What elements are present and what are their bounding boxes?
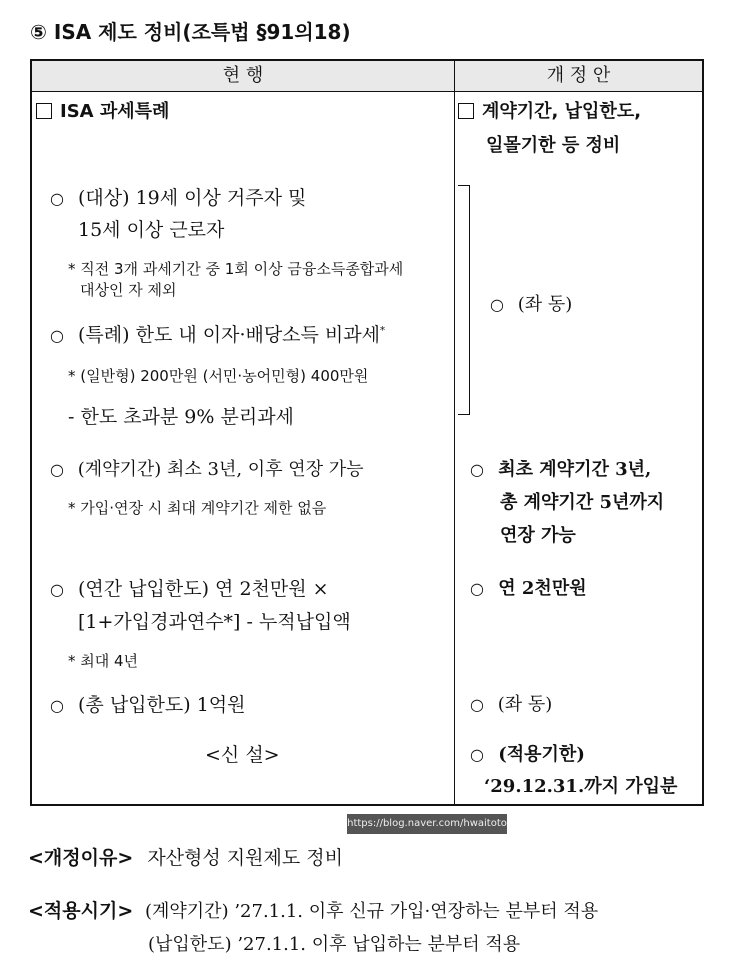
special-text: (특례) 한도 내 이자·배당소득 비과세 (78, 324, 380, 346)
reason-row (28, 843, 343, 870)
right-section-title: 계약기간, 납입한도, (458, 97, 641, 123)
target-item (50, 183, 306, 210)
contract-text: (계약기간) 최소 3년, 이후 연장 가능 (77, 459, 364, 480)
timing-text-1: (계약기간) ’27.1.1. 이후 신규 가입·연장하는 분부터 적용 (145, 901, 599, 922)
table-header (32, 61, 702, 92)
right-contract-item (470, 455, 651, 481)
bullet-circle-icon: ○ (470, 460, 484, 479)
right-contract-text: 최초 계약기간 3년, (498, 459, 652, 480)
bullet-circle-icon: ○ (490, 295, 504, 314)
column-divider (454, 61, 455, 804)
checkbox-square-icon (458, 103, 474, 119)
timing-row (28, 896, 598, 923)
contract-item (50, 455, 364, 481)
page-title: ⑤ ISA 제도 정비(조특법 §91의18) (30, 20, 351, 44)
watermark-url: https://blog.naver.com/hwaitoto (347, 814, 507, 834)
special-item (50, 320, 385, 347)
total-text: (총 납입한도) 1억원 (78, 694, 246, 716)
header-current: 현 행 (32, 61, 454, 91)
annual-text: (연간 납입한도) 연 2천만원 × (78, 578, 329, 600)
annual-item (50, 574, 329, 601)
right-annual-text: 연 2천만원 (498, 578, 587, 599)
bullet-circle-icon: ○ (470, 579, 484, 598)
right-apply-text: (적용기한) (498, 744, 585, 765)
right-apply-text-2: ‘29.12.31.까지 가입분 (484, 776, 678, 797)
annual-note: * 최대 4년 (68, 652, 139, 670)
bullet-circle-icon: ○ (50, 580, 64, 599)
new-text: <신 설> (205, 744, 280, 766)
right-contract-text-2: 총 계약기간 5년까지 (500, 492, 665, 513)
bracket-line (458, 185, 470, 415)
right-contract-text-3: 연장 가능 (500, 525, 576, 546)
reason-label: <개정이유> (28, 847, 134, 869)
contract-note: * 가입·연장 시 최대 계약기간 제한 없음 (68, 499, 327, 517)
timing-text-2: (납입한도) ’27.1.1. 이후 납입하는 분부터 적용 (148, 934, 521, 955)
bullet-circle-icon: ○ (470, 695, 484, 714)
total-item (50, 690, 246, 717)
same-text-1: (좌 동) (517, 294, 573, 315)
bullet-circle-icon: ○ (470, 745, 484, 764)
bullet-circle-icon: ○ (50, 696, 64, 715)
target-text-2: 15세 이상 근로자 (78, 219, 225, 241)
checkbox-square-icon (36, 103, 52, 119)
left-section-title: ISA 과세특례 (36, 97, 169, 123)
timing-label: <적용시기> (28, 900, 134, 922)
bullet-circle-icon: ○ (50, 460, 64, 479)
excess-text: - 한도 초과분 9% 분리과세 (68, 406, 294, 428)
right-apply-item (470, 740, 585, 766)
annual-text-2: [1+가입경과연수*] - 누적납입액 (78, 611, 351, 633)
target-text: (대상) 19세 이상 거주자 및 (78, 187, 307, 209)
bullet-circle-icon: ○ (50, 326, 64, 345)
special-star: * (380, 325, 385, 337)
bullet-circle-icon: ○ (50, 189, 64, 208)
special-note: * (일반형) 200만원 (서민·농어민형) 400만원 (68, 367, 369, 385)
header-proposed: 개 정 안 (455, 61, 702, 91)
same-item-2 (470, 690, 552, 716)
reason-text: 자산형성 지원제도 정비 (147, 847, 343, 869)
same-item-1 (490, 290, 572, 316)
right-section-title-2: 일몰기한 등 정비 (486, 135, 621, 156)
right-annual-item (470, 574, 587, 600)
target-note-2: 대상인 자 제외 (80, 281, 177, 299)
target-note-1: * 직전 3개 과세기간 중 1회 이상 금융소득종합과세 (68, 260, 404, 278)
same-text-2: (좌 동) (497, 694, 553, 715)
